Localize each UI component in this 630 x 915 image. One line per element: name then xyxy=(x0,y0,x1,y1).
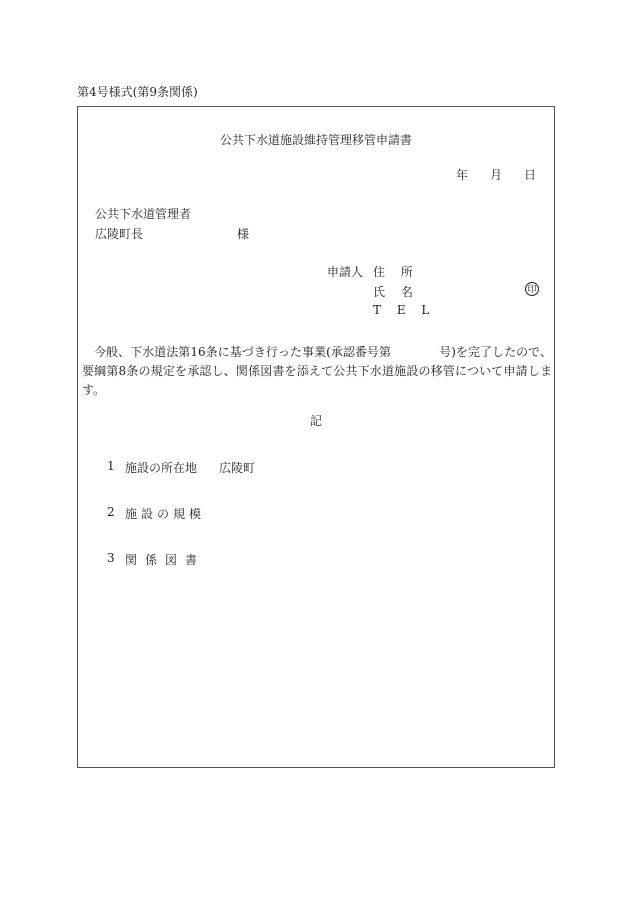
application-form xyxy=(77,106,555,768)
date-day: 日 xyxy=(523,168,536,182)
item-number: 2 xyxy=(107,505,115,519)
document-title: 公共下水道施設維持管理移管申請書 xyxy=(219,133,412,147)
address-label: 住 所 xyxy=(373,265,419,279)
name-label: 氏 名 xyxy=(373,285,419,299)
tel-label: T E L xyxy=(373,303,436,317)
item-number: 3 xyxy=(107,551,115,565)
item-label-location: 施設の所在地 xyxy=(125,461,198,475)
date-year: 年 xyxy=(455,168,468,182)
item-label-documents: 関係図書 xyxy=(125,553,206,567)
ki-heading: 記 xyxy=(309,414,322,428)
item-label-scale: 施設の規模 xyxy=(125,507,206,521)
item-number: 1 xyxy=(107,459,115,473)
addressee-line-1: 公共下水道管理者 xyxy=(95,207,192,221)
addressee-line-2: 広陵町長 xyxy=(95,227,144,241)
item-value-location: 広陵町 xyxy=(219,461,256,475)
addressee-honorific: 様 xyxy=(237,227,250,241)
date-line xyxy=(456,166,536,183)
applicant-label: 申請人 xyxy=(327,265,364,279)
date-month: 月 xyxy=(489,168,502,182)
seal-icon: 印 xyxy=(525,282,539,296)
application-body-text: 今般、下水道法第16条に基づき行った事業(承認番号第 号)を完了したので、要綱第8条の規定を承認し、関係図書を添えて公共下水道施設の移管について申請します。 xyxy=(82,345,552,397)
form-number: 第4号様式(第9条関係) xyxy=(77,85,198,99)
